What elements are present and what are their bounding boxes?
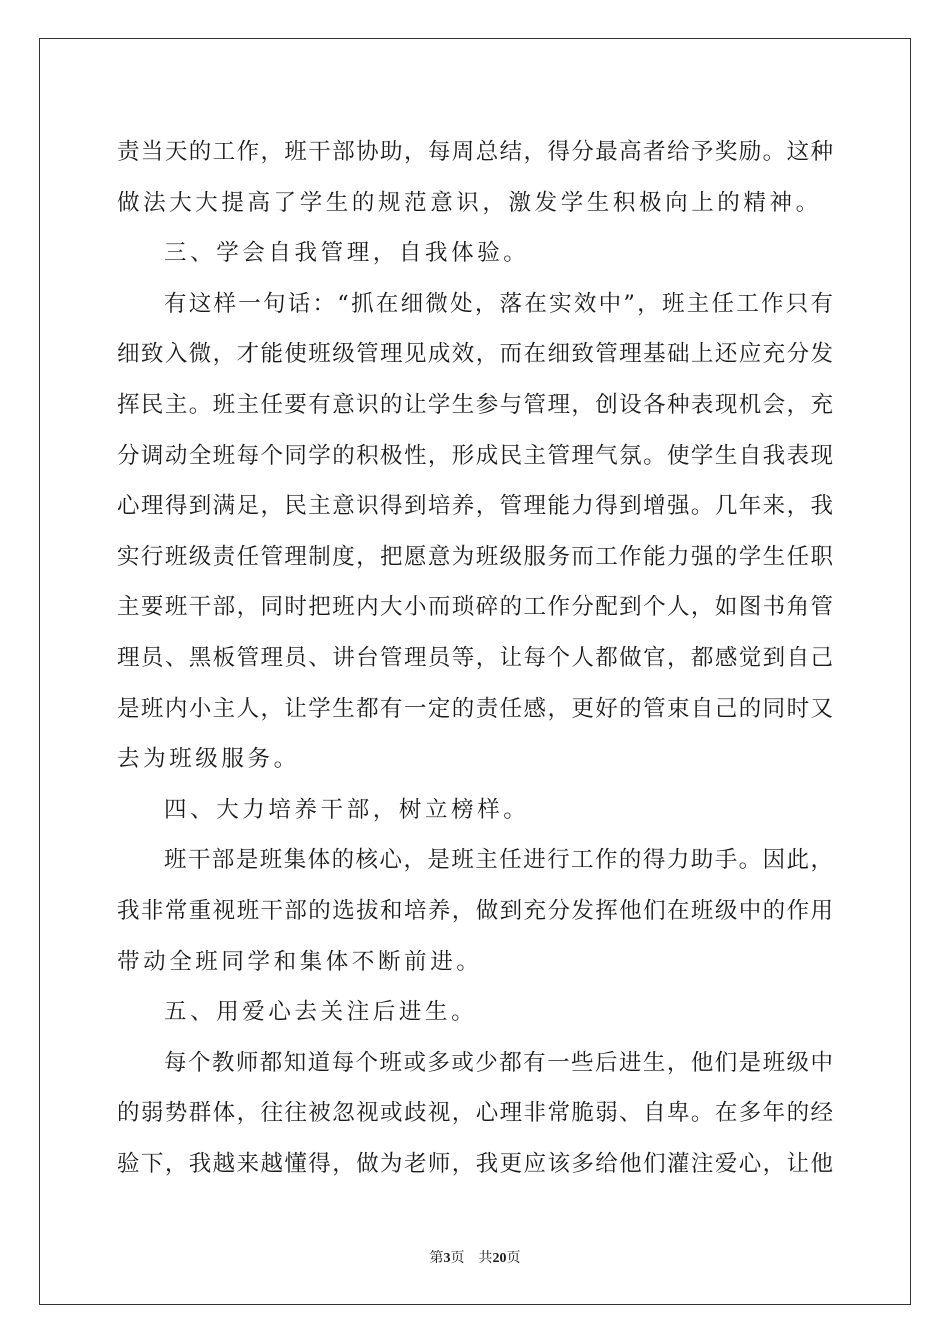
text-line: 班干部是班集体的核心，是班主任进行工作的得力助手。因此， [164, 847, 833, 874]
text-line: 有这样一句话：“抓在细微处，落在实效中”，班主任工作只有 [164, 290, 833, 317]
total-suffix: 页 [506, 1250, 521, 1266]
section-heading: 三、学会自我管理，自我体验。 [164, 240, 530, 267]
text-line: 做法大大提高了学生的规范意识，激发学生积极向上的精神。 [117, 189, 822, 216]
text-line: 的弱势群体，往往被忽视或歧视，心理非常脆弱、自卑。在多年的经 [117, 1100, 833, 1127]
text-line: 是班内小主人，让学生都有一定的责任感，更好的管束自己的同时又 [117, 695, 833, 722]
page-prefix: 第 [429, 1250, 444, 1266]
text-line: 责当天的工作，班干部协助，每周总结，得分最高者给予奖励。这种 [117, 139, 833, 165]
total-pages: 20 [492, 1251, 507, 1266]
text-line: 主要班干部，同时把班内大小而琐碎的工作分配到个人，如图书角管 [117, 594, 833, 621]
section-heading: 四、大力培养干部，树立榜样。 [164, 796, 530, 823]
text-line: 分调动全班每个同学的积极性，形成民主管理气氛。使学生自我表现 [117, 442, 833, 469]
text-line: 实行班级责任管理制度，把愿意为班级服务而工作能力强的学生任职 [117, 543, 833, 570]
text-line: 细致入微，才能使班级管理见成效，而在细致管理基础上还应充分发 [117, 341, 833, 368]
text-line: 每个教师都知道每个班或多或少都有一些后进生，他们是班级中 [164, 1049, 833, 1076]
text-line: 去为班级服务。 [117, 746, 300, 773]
page-suffix: 页 [450, 1250, 465, 1266]
text-line: 我非常重视班干部的选拔和培养，做到充分发挥他们在班级中的作用 [117, 897, 833, 924]
text-line: 理员、黑板管理员、讲台管理员等，让每个人都做官，都感觉到自己 [117, 644, 833, 671]
text-line: 带动全班同学和集体不断前进。 [117, 948, 483, 975]
text-line: 验下，我越来越懂得，做为老师，我更应该多给他们灌注爱心，让他 [117, 1150, 833, 1177]
section-heading: 五、用爱心去关注后进生。 [164, 999, 478, 1026]
page-number: 3 [443, 1251, 451, 1266]
document-body [117, 127, 833, 1189]
text-line: 挥民主。班主任要有意识的让学生参与管理，创设各种表现机会，充 [117, 391, 833, 418]
page-footer [0, 1247, 950, 1267]
total-prefix: 共 [478, 1250, 493, 1266]
text-line: 心理得到满足，民主意识得到培养，管理能力得到增强。几年来，我 [117, 493, 833, 520]
